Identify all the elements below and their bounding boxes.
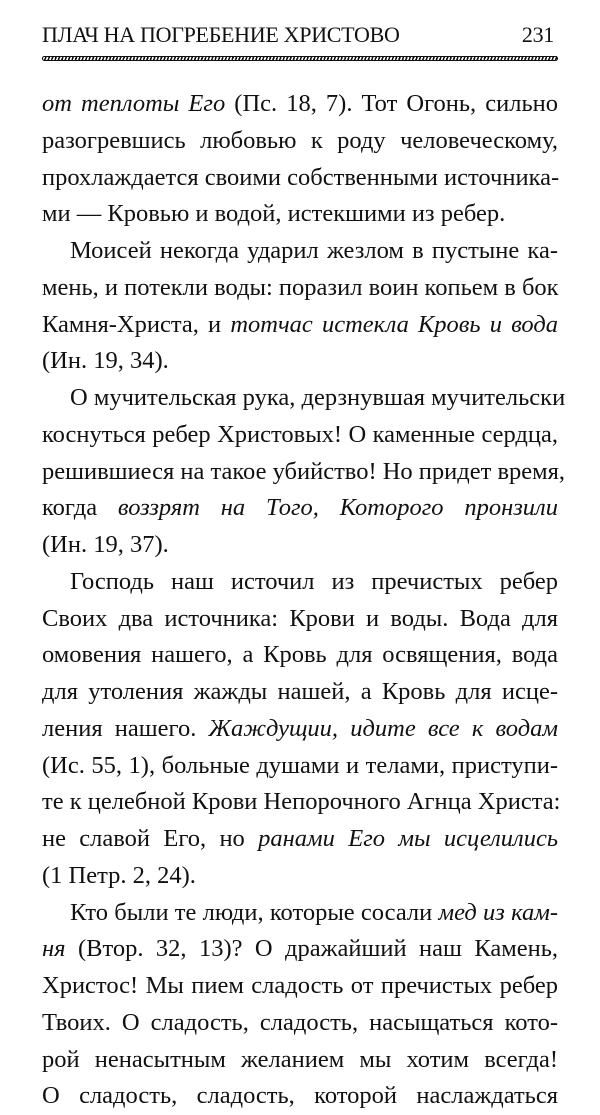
text-run: прохлаждается своими собственными источника- [42, 163, 560, 191]
text-run: О мучительская рука, дерзнувшая мучительски [70, 384, 566, 411]
text-line [42, 1078, 558, 1115]
text-run: не славой Его, но [42, 825, 259, 852]
text-run: (Пс. 18, 7). Тот Огонь, сильно [225, 90, 558, 117]
italic-quotation: от теплоты Его [42, 90, 226, 117]
text-line [42, 784, 561, 821]
italic-quotation: ня [42, 935, 66, 963]
text-line [42, 748, 558, 785]
text-run: (Ис. 55, 1), больные душами и телами, приступи- [42, 751, 558, 779]
paragraph-first-line [42, 380, 566, 417]
text-line [42, 674, 558, 711]
text-run: О сладость, сладость, которой наслаждаться [42, 1082, 558, 1110]
decorative-rope-rule [42, 56, 558, 61]
text-run: для утоления жажды нашей, а Кровь для исце- [42, 678, 558, 705]
text-run: мень, и потекли воды: поразил воин копьем в бок [42, 273, 559, 301]
text-run: Христос! Мы пием сладость от пречистых ребер [42, 972, 558, 999]
text-line [42, 601, 558, 638]
text-run: Моисей некогда ударил жезлом в пустыне ка- [70, 237, 558, 264]
text-line [42, 343, 558, 380]
text-line [42, 858, 558, 895]
text-run: решившиеся на такое убийство! Но придет время, [42, 457, 566, 485]
text-run: Господь наш источил из пречистых ребер [70, 567, 558, 595]
text-line [42, 637, 558, 674]
text-line [42, 490, 558, 527]
text-run: рой ненасытным желанием мы хотим всегда! [42, 1045, 558, 1073]
text-line [42, 123, 558, 160]
text-line [42, 454, 566, 491]
italic-quotation: воззрят на Того, Которого пронзили [117, 494, 558, 522]
text-line [42, 270, 558, 307]
text-line [42, 711, 558, 748]
text-run: те к целебной Крови Непорочного Агнца Христа: [42, 788, 561, 816]
text-run: Камня-Христа, и [42, 310, 231, 338]
paragraph-first-line [42, 233, 558, 270]
text-run: когда [42, 494, 118, 522]
text-line [42, 1005, 558, 1042]
text-line [42, 931, 558, 968]
text-run: ми — Кровью и водой, истекшими из ребер. [42, 200, 506, 228]
text-line [42, 196, 558, 233]
text-run: Твоих. О сладость, сладость, насыщаться кото- [42, 1008, 558, 1036]
text-run: Кто были те люди, которые сосали [70, 898, 439, 926]
body-text [42, 86, 566, 1115]
italic-quotation: мед из кам- [438, 898, 559, 926]
paragraph-first-line [42, 564, 558, 601]
page-number: 231 [521, 22, 554, 47]
text-run: (1 Петр. 2, 24). [42, 861, 196, 889]
text-line [42, 968, 558, 1005]
text-run: омовения нашего, а Кровь для освящения, вода [42, 641, 558, 669]
text-run: Своих два источника: Крови и воды. Вода для [42, 604, 558, 632]
chapter-title: ПЛАЧ НА ПОГРЕБЕНИЕ ХРИСТОВО [42, 22, 400, 47]
text-run: (Втор. 32, 13)? О дражайший наш Камень, [65, 935, 558, 963]
paragraph-first-line [42, 895, 558, 932]
text-line [42, 417, 558, 454]
italic-quotation: ранами Его мы исцелились [258, 825, 558, 852]
italic-quotation: Жаждущии, идите все к водам [208, 714, 558, 742]
italic-quotation: тотчас истекла Кровь и вода [230, 310, 559, 338]
text-run: коснуться ребер Христовых! О каменные сердца, [42, 420, 558, 448]
running-head [42, 22, 558, 52]
text-line [42, 527, 558, 564]
text-line [42, 86, 558, 123]
text-run: разогревшись любовью к роду человеческому, [42, 126, 558, 154]
text-line [42, 160, 558, 197]
text-line [42, 821, 558, 858]
text-line [42, 307, 558, 344]
text-line [42, 1042, 558, 1079]
text-run: (Ин. 19, 34). [42, 347, 169, 375]
text-run: ления нашего. [42, 714, 209, 742]
text-run: (Ин. 19, 37). [42, 531, 169, 558]
